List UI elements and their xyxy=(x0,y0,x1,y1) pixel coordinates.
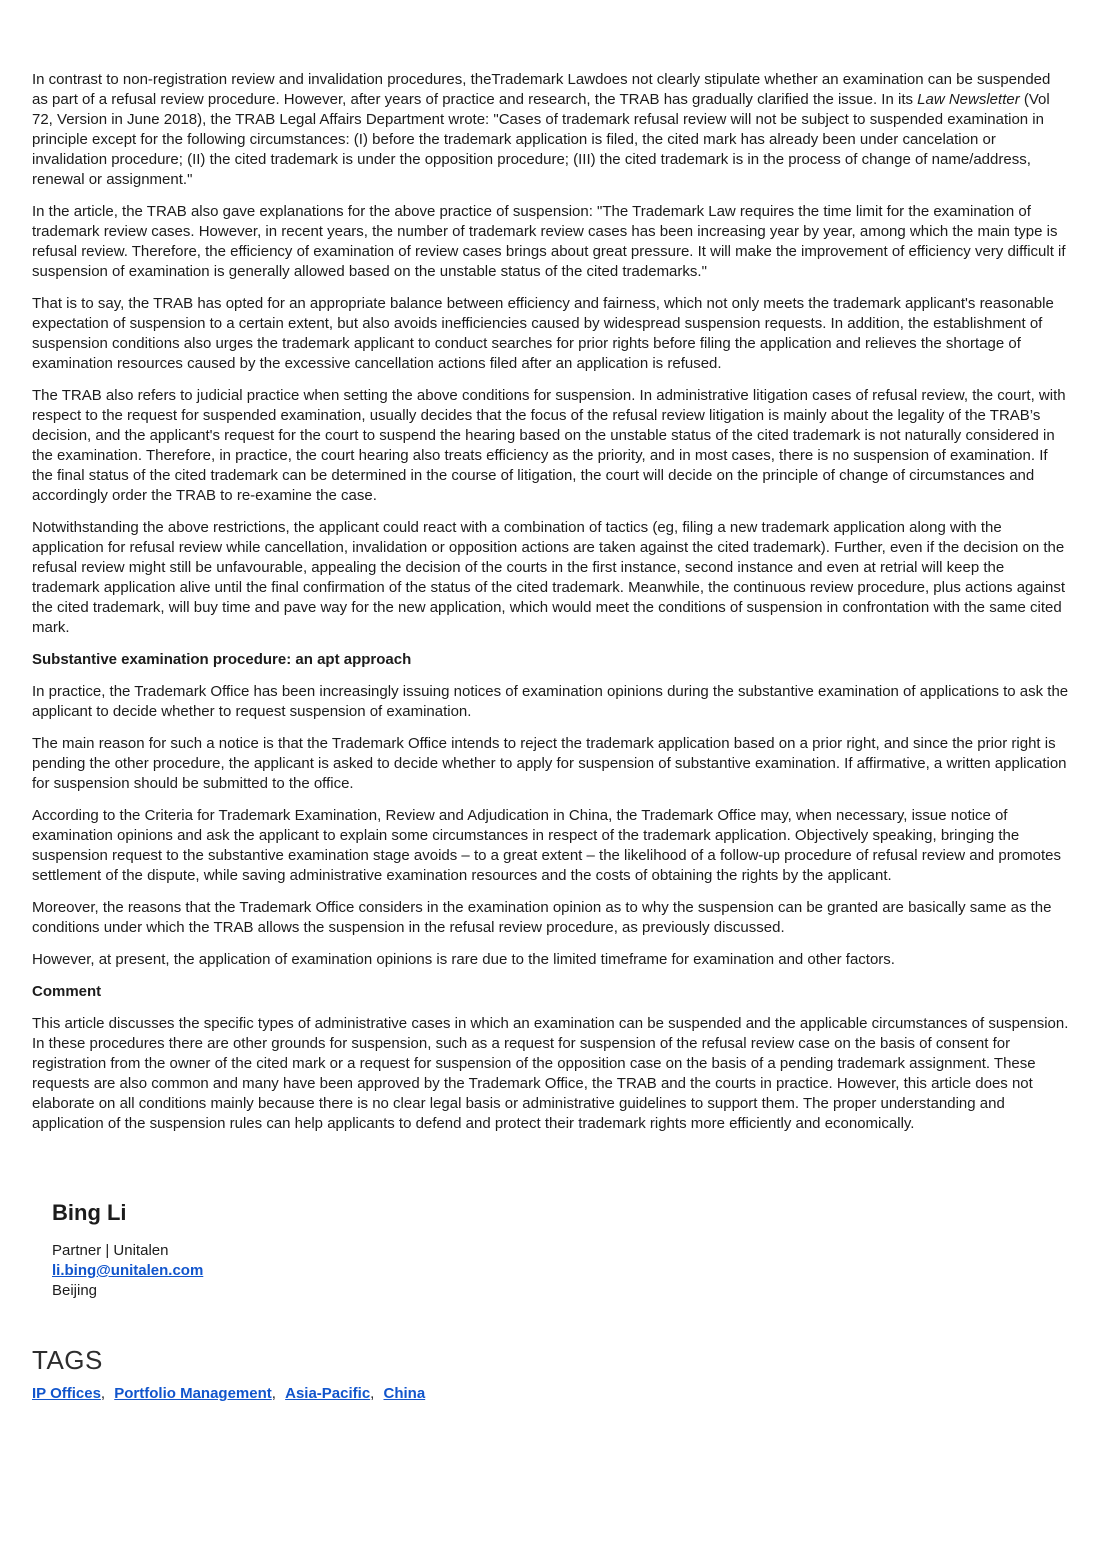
paragraph-however: However, at present, the application of examination opinions is rare due to the limited timeframe for examination and other factors. xyxy=(32,951,895,968)
author-name: Bing Li xyxy=(52,1200,127,1225)
paragraph-main-reason: The main reason for such a notice is that the Trademark Office intends to reject the trademark application based on a prior right, and since the prior right is pending the other procedure, the applicant is asked to decide whether to apply for suspension of substantive examination. If affirmative, a written application for suspension should be submitted to the office. xyxy=(32,735,1067,792)
tag-link-asia-pacific[interactable]: Asia-Pacific xyxy=(285,1385,371,1402)
paragraph-tactics: Notwithstanding the above restrictions, the applicant could react with a combination of tactics (eg, filing a new trademark application along with the application for refusal review while cancellation, invalidation or opposition actions are taken against the cited trademark). Further, even if the decision on the refusal review might still be unfavourable, appealing the decision of the courts in the first instance, second instance and even at retrial will keep the trademark application alive until the final confirmation of the status of the cited trademark. Meanwhile, the continuous review procedure, plus actions against the cited trademark, will buy time and pave way for the new application, which would meet the conditions of suspension in confrontation with the same cited mark. xyxy=(32,519,1066,636)
paragraph-notices: In practice, the Trademark Office has been increasingly issuing notices of examination opinions during the substantive examination of applications to ask the applicant to decide whether to request suspension of examination. xyxy=(32,683,1069,720)
tag-link-ip-offices[interactable]: IP Offices xyxy=(32,1385,101,1402)
author-location: Beijing xyxy=(52,1282,98,1299)
tag-link-portfolio-management[interactable]: Portfolio Management xyxy=(114,1385,272,1402)
tag-separator: , xyxy=(100,1385,106,1402)
paragraph-judicial-practice: The TRAB also refers to judicial practice when setting the above conditions for suspension. In administrative litigation cases of refusal review, the court, with respect to the request for suspended examination, usually decides that the focus of the refusal review litigation is mainly about the legality of the TRAB’s decision, and the applicant's request for the court to suspend the hearing based on the unstable status of the cited trademark is not naturally considered in the examination. Therefore, in practice, the court hearing also treats efficiency as the priority, and in most cases, there is no suspension of examination. If the final status of the cited trademark can be determined in the course of litigation, the court will decide on the principle of change of circumstances and accordingly order the TRAB to re-examine the case. xyxy=(32,387,1066,504)
newsletter-title-italic: Law Newsletter xyxy=(917,91,1020,108)
paragraph-criteria: According to the Criteria for Trademark Examination, Review and Adjudication in China, the Trademark Office may, when necessary, issue notice of examination opinions and ask the applicant to explain some circumstances in respect of the trademark application. Objectively speaking, bringing the suspension request to the substantive examination stage avoids – to a great extent – the likelihood of a follow-up procedure of refusal review and promotes settlement of the dispute, while saving administrative examination resources and the costs of obtaining the rights by the applicant. xyxy=(32,807,1061,884)
tags-heading: TAGS xyxy=(32,1345,103,1375)
intro-text-post: (Vol 72, Version in June 2018), the TRAB Legal Affairs Department wrote: "Cases of trademark refusal review will not be subject to suspended examination in principle except for the following circumstances: (I) before the trademark application is filed, the cited mark has already been under cancelation or invalidation procedure; (II) the cited trademark is under the opposition procedure; (III) the cited trademark is in the process of change of name/address, renewal or assignment." xyxy=(32,91,1050,188)
tags-list xyxy=(32,1384,1070,1404)
paragraph-moreover: Moreover, the reasons that the Trademark Office considers in the examination opinion as to why the suspension can be granted are basically same as the conditions under which the TRAB allows the suspension in the refusal review procedure, as previously discussed. xyxy=(32,899,1052,936)
paragraph-trab-explanation: In the article, the TRAB also gave explanations for the above practice of suspension: "The Trademark Law requires the time limit for the examination of trademark review cases. However, in recent years, the number of trademark review cases has been increasing year by year, among which the main type is refusal review. Therefore, the efficiency of examination of review cases brings about great pressure. It will make the improvement of efficiency very difficult if suspension of examination is generally allowed based on the unstable status of the cited trademarks." xyxy=(32,203,1066,280)
tag-separator: , xyxy=(271,1385,276,1402)
author-email-link[interactable]: li.bing@unitalen.com xyxy=(52,1262,204,1279)
section-heading-comment: Comment xyxy=(32,983,102,1000)
section-heading-substantive-examination: Substantive examination procedure: an apt approach xyxy=(32,651,412,668)
author-role: Partner | Unitalen xyxy=(52,1242,169,1259)
intro-text-pre: In contrast to non-registration review and invalidation procedures, theTrademark Lawdoes not clearly stipulate whether an examination can be suspended as part of a refusal review procedure. However, after years of practice and research, the TRAB has gradually clarified the issue. In its xyxy=(32,71,1051,108)
tag-link-china[interactable]: China xyxy=(383,1385,426,1402)
paragraph-comment: This article discusses the specific types of administrative cases in which an examination can be suspended and the applicable circumstances of suspension. In these procedures there are other grounds for suspension, such as a request for suspension of the refusal review case on the basis of consent for registration from the owner of the cited mark or a request for suspension of the opposition case on the basis of a pending trademark assignment. These requests are also common and many have been approved by the Trademark Office, the TRAB and the courts in practice. However, this article does not elaborate on all conditions mainly because there is no clear legal basis or administrative guidelines to support them. The proper understanding and application of the suspension rules can help applicants to defend and protect their trademark rights more efficiently and economically. xyxy=(32,1015,1069,1132)
author-email-line xyxy=(52,1261,1070,1281)
paragraph-balance: That is to say, the TRAB has opted for an appropriate balance between efficiency and fairness, which not only meets the trademark applicant's reasonable expectation of suspension to a certain extent, but also avoids inefficiencies caused by widespread suspension requests. In addition, the establishment of suspension conditions also urges the trademark applicant to conduct searches for prior rights before filing the application and relieves the shortage of examination resources caused by the excessive cancellation actions filed after an application is refused. xyxy=(32,295,1054,372)
tag-separator: , xyxy=(370,1385,375,1402)
intro-paragraph xyxy=(32,70,1070,190)
author-block xyxy=(52,1200,1070,1301)
tags-section xyxy=(32,1345,1070,1404)
